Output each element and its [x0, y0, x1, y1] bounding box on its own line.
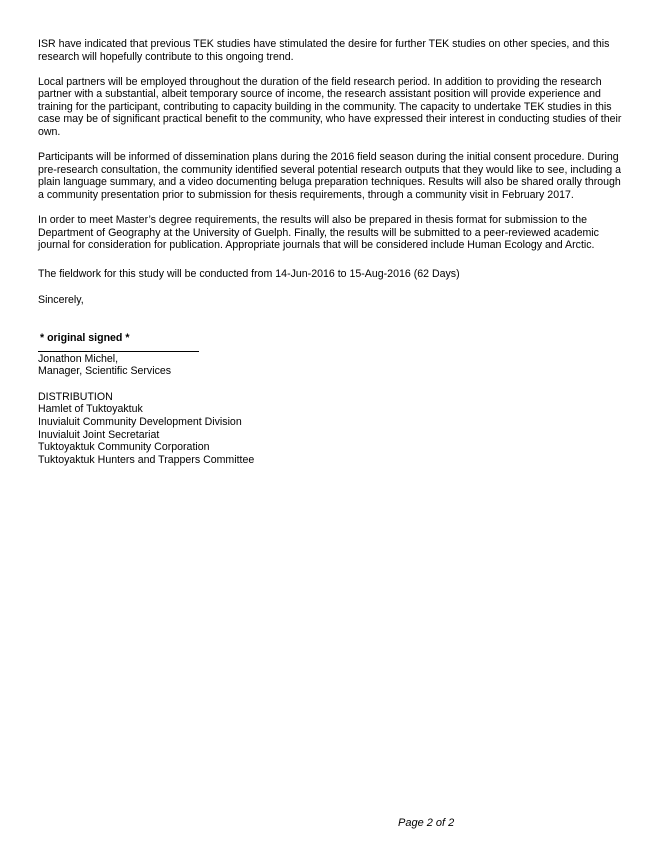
original-signed-note: * original signed * — [40, 332, 130, 344]
paragraph-thesis-publication: In order to meet Master’s degree requirements, the results will also be prepared in thesis format for submission to the Department of Geography at the University of Guelph. Finally, the results will be submitted to a peer-reviewed academic journal for consideration for publication. Appropriate journals that will be considered include Human Ecology and Arctic. — [38, 214, 599, 252]
signature-line — [38, 351, 199, 352]
paragraph-tek-trend: ISR have indicated that previous TEK studies have stimulated the desire for further TEK studies on other species, and this research will hopefully contribute to this ongoing trend. — [38, 38, 610, 63]
distribution-list — [38, 391, 628, 467]
distribution-heading: DISTRIBUTION — [38, 390, 113, 403]
distribution-recipient: Tuktoyaktuk Hunters and Trappers Committee — [38, 453, 255, 466]
distribution-recipient: Hamlet of Tuktoyaktuk — [38, 403, 143, 416]
signature-block — [38, 332, 628, 378]
distribution-recipient: Inuvialuit Community Development Division — [38, 415, 242, 428]
signer-name: Jonathon Michel, — [38, 352, 119, 365]
signer-title: Manager, Scientific Services — [38, 365, 172, 378]
distribution-recipient: Inuvialuit Joint Secretariat — [38, 428, 160, 441]
distribution-recipient: Tuktoyaktuk Community Corporation — [38, 441, 210, 454]
letter-body — [38, 38, 628, 466]
fieldwork-dates: The fieldwork for this study will be conducted from 14-Jun-2016 to 15-Aug-2016 (62 Days) — [38, 267, 460, 280]
paragraph-local-partners: Local partners will be employed throughout the duration of the field research period. In addition to providing the research partner with a substantial, albeit temporary source of income, the research assistant position will provide experience and training for the participant, contributing to capacity building in the community. The capacity to undertake TEK studies in this case may be of significant practical benefit to the community, who have expressed their interest in conducting studies of their own. — [38, 75, 622, 139]
page-number: Page 2 of 2 — [398, 817, 455, 829]
paragraph-dissemination: Participants will be informed of dissemination plans during the 2016 field season during the initial consent procedure. During pre-research consultation, the community identified several potential research outputs that they would like to see, including a plain language summary, and a video documenting beluga preparation techniques. Results will also be shared orally through a community presentation prior to submission for thesis requirements, through a community visit in February 2017. — [38, 151, 621, 201]
closing-salutation: Sincerely, — [38, 294, 84, 307]
